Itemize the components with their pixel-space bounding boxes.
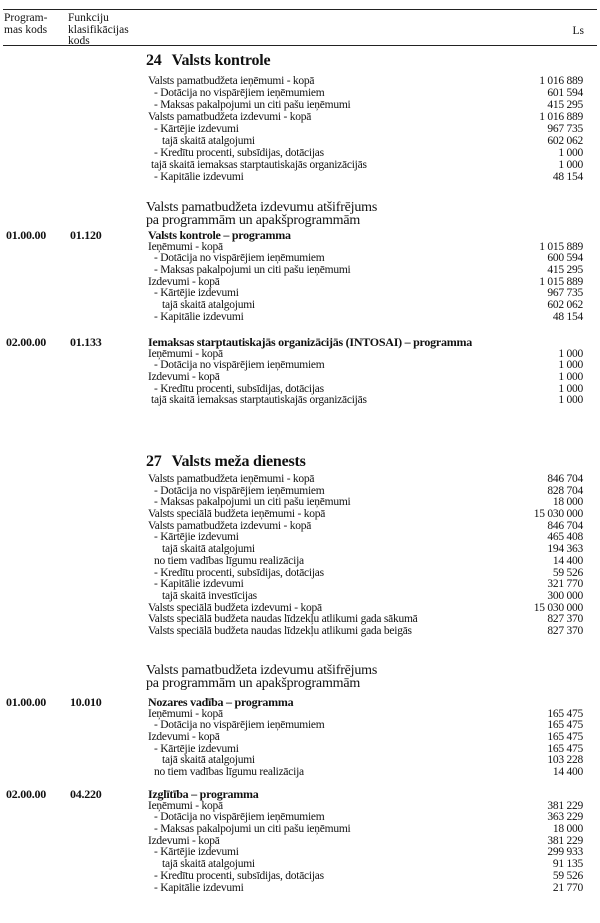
- program-block: [0, 789, 600, 894]
- program-title-row: [0, 337, 600, 349]
- row-label: Valsts speciālā budžeta naudas līdzekļu atlikumi gada sākumā: [148, 613, 418, 626]
- row-value: 14 400: [552, 554, 583, 567]
- table-row: [0, 111, 600, 123]
- program-block: [0, 230, 600, 324]
- header-program-code: [4, 13, 47, 36]
- table-row: [0, 87, 600, 99]
- row-value: 300 000: [547, 589, 583, 602]
- header-function-code: [68, 13, 129, 48]
- table-row: [0, 75, 600, 87]
- row-value: 1 015 889: [539, 240, 583, 253]
- row-value: 415 295: [547, 99, 583, 111]
- table-row: [0, 847, 600, 859]
- table-row: [0, 288, 600, 300]
- row-value: 1 016 889: [539, 75, 583, 87]
- row-label: Valsts speciālā budžeta ieņēmumi - kopā: [148, 508, 326, 521]
- program-code: 01.00.00: [6, 695, 46, 709]
- program-code: 01.00.00: [6, 228, 46, 242]
- table-row: [0, 767, 600, 779]
- table-row: [0, 277, 600, 289]
- table-row: [0, 474, 600, 486]
- row-value: 15 030 000: [533, 508, 583, 521]
- section-summary: [0, 474, 600, 638]
- row-label: - Kapitālie izdevumi: [154, 310, 244, 323]
- row-label: - Kapitālie izdevumi: [154, 881, 244, 894]
- row-label: tajā skaitā investīcijas: [162, 589, 257, 602]
- breakdown-heading-line: pa programmām un apakšprogrammām: [146, 676, 361, 691]
- row-value: 1 000: [558, 394, 583, 407]
- breakdown-heading-line: Valsts pamatbudžeta izdevumu atšifrējums: [146, 200, 378, 215]
- row-label: Izdevumi - kopā: [148, 371, 220, 384]
- row-value: 1 000: [558, 371, 583, 384]
- row-label: Ieņēmumi - kopā: [148, 240, 223, 253]
- row-value: 15 030 000: [533, 601, 583, 614]
- program-title: Valsts kontrole – programma: [148, 228, 291, 242]
- program-title-row: [0, 789, 600, 801]
- row-value: 165 475: [547, 719, 583, 732]
- row-value: 321 770: [547, 578, 583, 591]
- row-value: 465 408: [547, 531, 583, 544]
- program-block: [0, 697, 600, 779]
- table-row: [0, 312, 600, 324]
- table-row: [0, 135, 600, 147]
- header-top-rule: [3, 9, 597, 10]
- row-value: 1 000: [558, 347, 583, 360]
- table-row: [0, 883, 600, 895]
- program-title: Nozares vadība – programma: [148, 695, 294, 709]
- table-row: [0, 720, 600, 732]
- row-label: - Kārtējie izdevumi: [154, 531, 239, 544]
- row-label: tajā skaitā iemaksas starptautiskajās organizācijās: [151, 159, 367, 171]
- row-value: 363 229: [547, 811, 583, 824]
- row-label: no tiem vadības līgumu realizācija: [154, 766, 304, 779]
- row-label: Ieņēmumi - kopā: [148, 347, 223, 360]
- row-value: 846 704: [547, 473, 583, 485]
- section-title: [146, 453, 306, 471]
- table-row: [0, 732, 600, 744]
- program-title-row: [0, 697, 600, 709]
- row-label: - Kredītu procenti, subsīdijas, dotācijas: [154, 566, 324, 579]
- table-row: [0, 521, 600, 533]
- row-value: 48 154: [552, 310, 583, 323]
- row-value: 828 704: [547, 484, 583, 497]
- row-label: - Dotācija no vispārējiem ieņēmumiem: [154, 87, 325, 99]
- table-row: [0, 360, 600, 372]
- row-label: Valsts speciālā budžeta izdevumi - kopā: [148, 601, 322, 614]
- table-row: [0, 159, 600, 171]
- row-label: - Dotācija no vispārējiem ieņēmumiem: [154, 811, 325, 824]
- table-row: [0, 824, 600, 836]
- program-code: 02.00.00: [6, 335, 46, 349]
- row-label: tajā skaitā atalgojumi: [162, 754, 255, 767]
- table-row: [0, 509, 600, 521]
- row-label: tajā skaitā atalgojumi: [162, 299, 255, 312]
- row-label: tajā skaitā atalgojumi: [162, 858, 255, 871]
- header-text: Funkciju: [68, 12, 109, 24]
- function-code: 01.120: [70, 228, 102, 242]
- row-label: tajā skaitā atalgojumi: [162, 543, 255, 556]
- row-label: - Kārtējie izdevumi: [154, 287, 239, 300]
- row-value: 1 000: [558, 382, 583, 395]
- header-text: kods: [68, 35, 90, 47]
- table-row: [0, 836, 600, 848]
- row-label: - Kārtējie izdevumi: [154, 123, 239, 135]
- row-label: Ieņēmumi - kopā: [148, 707, 223, 720]
- row-label: Izdevumi - kopā: [148, 834, 220, 847]
- program-title: Iemaksas starptautiskajās organizācijās (INTOSAI) – programma: [148, 335, 472, 349]
- row-label: - Kredītu procenti, subsīdijas, dotācijas: [154, 869, 324, 882]
- row-value: 48 154: [552, 171, 583, 183]
- table-row: [0, 171, 600, 183]
- section-name: Valsts meža dienests: [171, 453, 306, 470]
- row-value: 1 000: [558, 359, 583, 372]
- row-value: 1 000: [558, 147, 583, 159]
- row-value: 59 526: [552, 869, 583, 882]
- row-value: 601 594: [547, 87, 583, 99]
- function-code: 10.010: [70, 695, 102, 709]
- table-row: [0, 556, 600, 568]
- row-value: 602 062: [547, 299, 583, 312]
- table-row: [0, 532, 600, 544]
- row-value: 21 770: [552, 881, 583, 894]
- table-row: [0, 744, 600, 756]
- row-value: 59 526: [552, 566, 583, 579]
- breakdown-heading-line: pa programmām un apakšprogrammām: [146, 213, 361, 228]
- row-label: no tiem vadības līgumu realizācija: [154, 554, 304, 567]
- table-row: [0, 372, 600, 384]
- program-code: 02.00.00: [6, 787, 46, 801]
- header-bottom-rule: [3, 45, 597, 46]
- program-title: Izglītība – programma: [148, 787, 259, 801]
- row-label: - Maksas pakalpojumi un citi pašu ieņēmumi: [154, 264, 351, 277]
- table-row: [0, 123, 600, 135]
- table-row: [0, 99, 600, 111]
- row-label: Valsts pamatbudžeta ieņēmumi - kopā: [148, 75, 315, 87]
- row-label: Valsts pamatbudžeta izdevumi - kopā: [148, 111, 312, 123]
- row-label: Izdevumi - kopā: [148, 275, 220, 288]
- row-value: 967 735: [547, 287, 583, 300]
- table-row: [0, 871, 600, 883]
- row-value: 967 735: [547, 123, 583, 135]
- row-value: 18 000: [552, 496, 583, 509]
- row-value: 600 594: [547, 252, 583, 265]
- section-summary: [0, 75, 600, 183]
- breakdown-heading-line: Valsts pamatbudžeta izdevumu atšifrējums: [146, 663, 378, 678]
- row-value: 827 370: [547, 613, 583, 626]
- row-label: - Kārtējie izdevumi: [154, 742, 239, 755]
- program-title-row: [0, 230, 600, 242]
- row-value: 14 400: [552, 766, 583, 779]
- table-row: [0, 579, 600, 591]
- row-value: 827 370: [547, 624, 583, 637]
- row-label: - Dotācija no vispārējiem ieņēmumiem: [154, 719, 325, 732]
- row-label: Valsts pamatbudžeta ieņēmumi - kopā: [148, 473, 315, 485]
- breakdown-heading: [146, 201, 377, 227]
- row-label: - Kredītu procenti, subsīdijas, dotācijas: [154, 382, 324, 395]
- row-label: - Maksas pakalpojumi un citi pašu ieņēmumi: [154, 823, 351, 836]
- row-label: - Kredītu procenti, subsīdijas, dotācijas: [154, 147, 324, 159]
- header-text: mas kods: [4, 23, 48, 36]
- row-value: 91 135: [552, 858, 583, 871]
- table-row: [0, 568, 600, 580]
- row-value: 1 016 889: [539, 111, 583, 123]
- table-row: [0, 626, 600, 638]
- row-value: 602 062: [547, 135, 583, 147]
- row-value: 165 475: [547, 742, 583, 755]
- row-value: 18 000: [552, 823, 583, 836]
- row-value: 165 475: [547, 707, 583, 720]
- row-value: 1 015 889: [539, 275, 583, 288]
- row-label: tajā skaitā atalgojumi: [162, 135, 255, 147]
- row-value: 299 933: [547, 846, 583, 859]
- row-value: 194 363: [547, 543, 583, 556]
- header-text: Program-: [4, 12, 48, 24]
- table-row: [0, 265, 600, 277]
- function-code: 01.133: [70, 335, 102, 349]
- program-block: [0, 337, 600, 407]
- row-value: 381 229: [547, 799, 583, 812]
- table-row: [0, 591, 600, 603]
- row-label: - Maksas pakalpojumi un citi pašu ieņēmumi: [154, 496, 351, 509]
- table-row: [0, 395, 600, 407]
- row-value: 165 475: [547, 731, 583, 744]
- breakdown-heading: [146, 664, 377, 690]
- row-value: 381 229: [547, 834, 583, 847]
- row-label: - Maksas pakalpojumi un citi pašu ieņēmumi: [154, 99, 351, 111]
- section-number: 24: [146, 52, 162, 69]
- header-text: klasifikācijas: [68, 23, 129, 36]
- row-label: Valsts speciālā budžeta naudas līdzekļu atlikumi gada beigās: [148, 624, 412, 637]
- section-title: [146, 52, 270, 70]
- section-number: 27: [146, 453, 162, 470]
- table-row: [0, 300, 600, 312]
- row-label: tajā skaitā iemaksas starptautiskajās organizācijās: [151, 394, 367, 407]
- row-label: - Kapitālie izdevumi: [154, 171, 244, 183]
- row-label: Ieņēmumi - kopā: [148, 799, 223, 812]
- header-unit: Ls: [572, 25, 584, 37]
- row-label: Valsts pamatbudžeta izdevumi - kopā: [148, 519, 312, 532]
- row-value: 415 295: [547, 264, 583, 277]
- row-value: 103 228: [547, 754, 583, 767]
- row-label: - Dotācija no vispārējiem ieņēmumiem: [154, 252, 325, 265]
- row-label: Izdevumi - kopā: [148, 731, 220, 744]
- row-label: - Dotācija no vispārējiem ieņēmumiem: [154, 359, 325, 372]
- row-value: 846 704: [547, 519, 583, 532]
- function-code: 04.220: [70, 787, 102, 801]
- row-label: - Dotācija no vispārējiem ieņēmumiem: [154, 484, 325, 497]
- row-label: - Kapitālie izdevumi: [154, 578, 244, 591]
- table-row: [0, 147, 600, 159]
- row-label: - Kārtējie izdevumi: [154, 846, 239, 859]
- row-value: 1 000: [558, 159, 583, 171]
- section-name: Valsts kontrole: [171, 52, 271, 69]
